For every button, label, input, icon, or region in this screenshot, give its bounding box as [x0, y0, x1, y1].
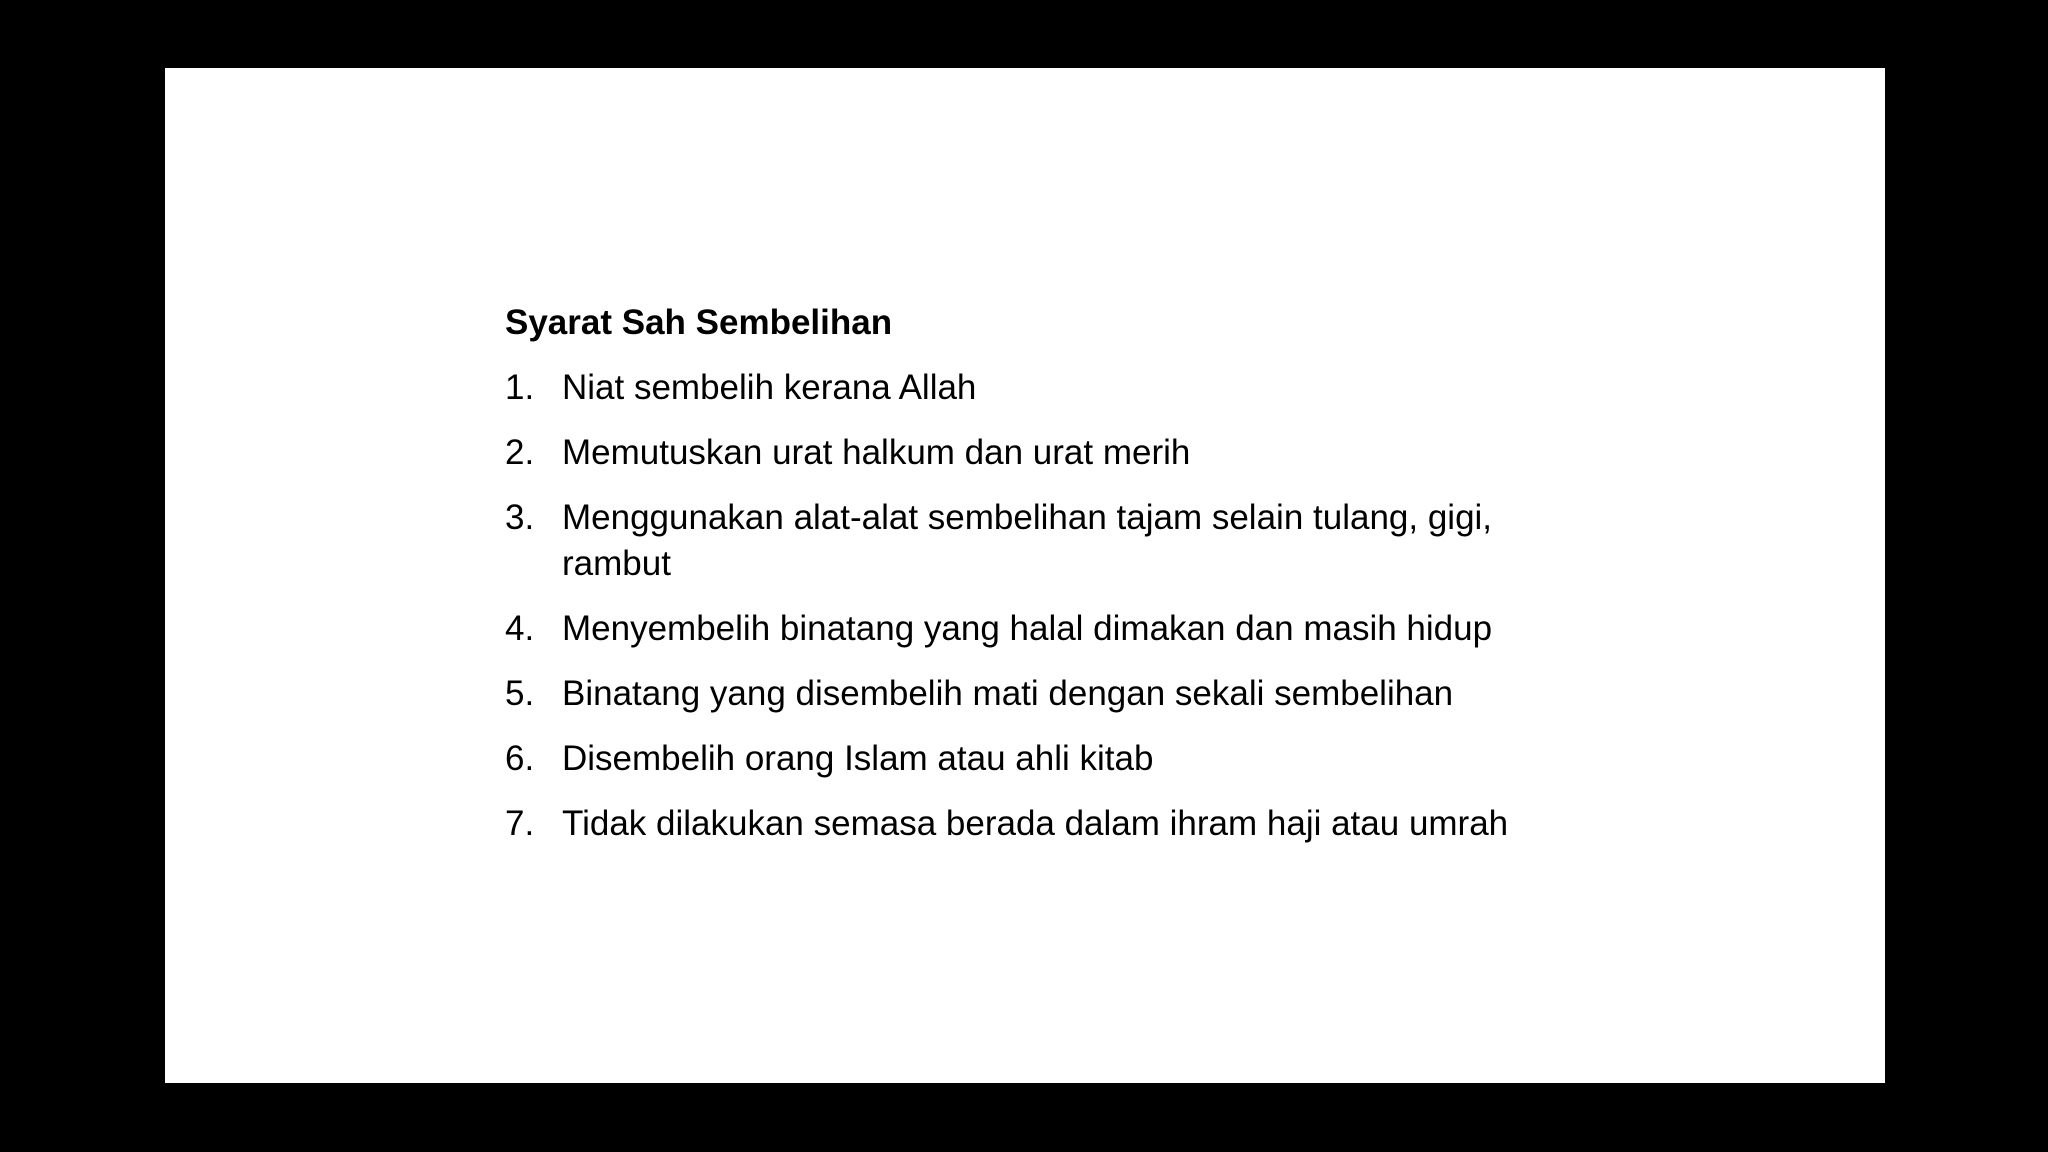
list-item-text: Menyembelih binatang yang halal dimakan dan masih hidup — [562, 609, 1493, 648]
list-item-number: 1. — [505, 368, 535, 407]
list-item — [505, 671, 1565, 717]
list-item — [505, 495, 1565, 587]
list-item-text: Disembelih orang Islam atau ahli kitab — [562, 739, 1154, 778]
list-item-number: 3. — [505, 498, 535, 537]
list-item-text: Memutuskan urat halkum dan urat merih — [562, 433, 1191, 472]
list-item-text: Menggunakan alat-alat sembelihan tajam selain tulang, gigi, rambut — [562, 498, 1493, 583]
list-item — [505, 801, 1565, 847]
list-item-number: 7. — [505, 804, 535, 843]
list-item-number: 6. — [505, 739, 535, 778]
list-item-number: 4. — [505, 609, 535, 648]
list-item — [505, 606, 1565, 652]
list-item-text: Tidak dilakukan semasa berada dalam ihram haji atau umrah — [562, 804, 1509, 843]
list-item-number: 5. — [505, 674, 535, 713]
list-item — [505, 430, 1565, 476]
requirements-list — [505, 365, 1565, 847]
list-item-text: Niat sembelih kerana Allah — [562, 368, 977, 407]
list-item — [505, 736, 1565, 782]
slide-title: Syarat Sah Sembelihan — [505, 303, 893, 342]
list-item-text: Binatang yang disembelih mati dengan sekali sembelihan — [562, 674, 1454, 713]
slide-text-area — [505, 300, 1565, 866]
list-item — [505, 365, 1565, 411]
list-item-number: 2. — [505, 433, 535, 472]
